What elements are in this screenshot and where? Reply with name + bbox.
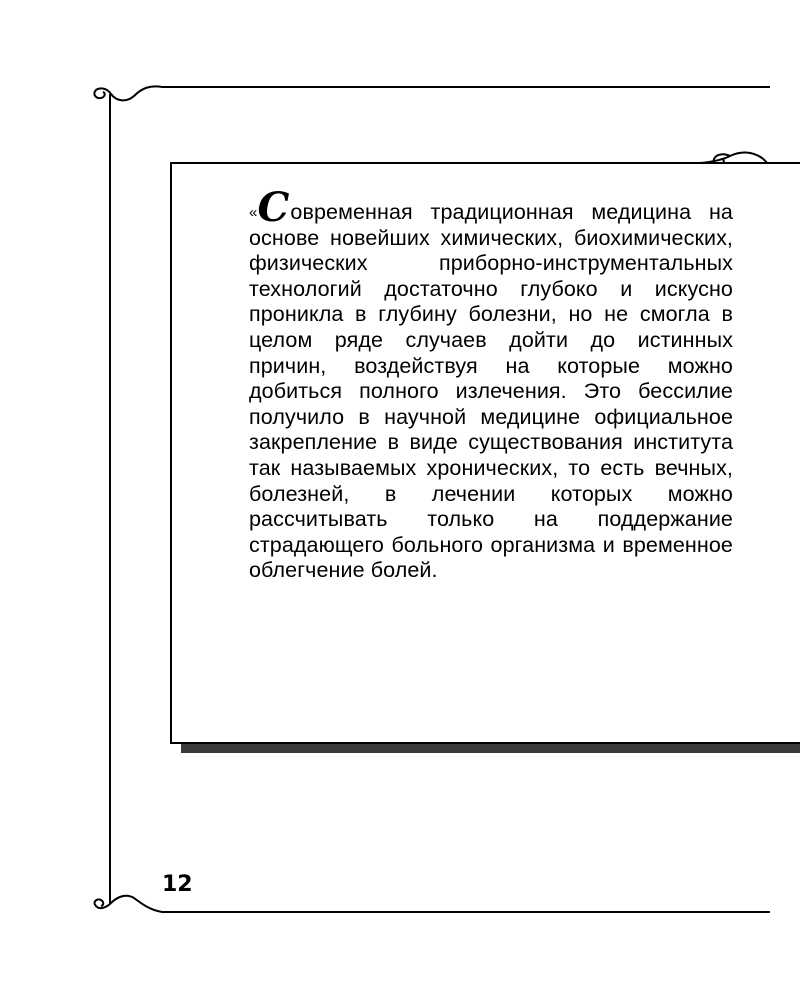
opening-quote-mark: «	[249, 204, 258, 221]
top-left-curl-icon	[94, 86, 162, 100]
quote-box-shadow	[181, 744, 800, 753]
page-number: 12	[162, 872, 193, 897]
quote-body-text: овременная традиционная медицина на основе новейших химических, биохимических, физических приборно-инструментальных технологий достаточно глубоко и искусно проникла в глубину болезни, но не смогла в целом ряде случаев дойти до истинных причин, воздействуя на которые можно добиться полного излечения. Это бессилие получило в научной медицине официальное закрепление в виде существования института так называемых хронических, то есть вечных, болезней, в лечении которых можно рассчитывать только на поддержание страдающего больного организма и временное облегчение болей.	[249, 200, 733, 583]
quote-paragraph	[249, 184, 733, 584]
bottom-left-curl-icon	[95, 896, 162, 912]
dropcap-letter: С	[257, 184, 290, 231]
